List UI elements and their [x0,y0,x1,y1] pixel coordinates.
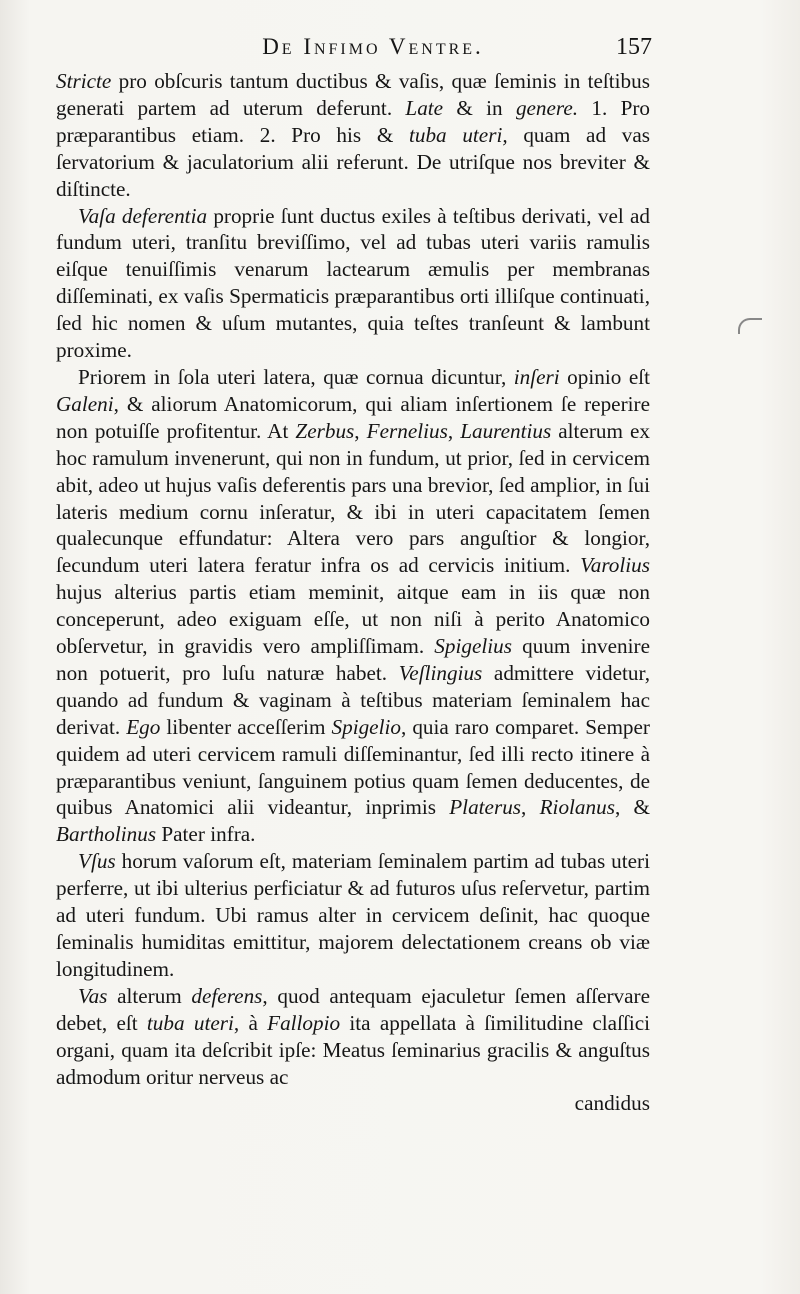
italic-run: Vaſa deferentia [78,203,208,228]
italic-run: Riolanus [539,795,615,820]
text-run: admittere videtur, quando ad fundum & vaginam à teſtibus materiam ſeminalem hac derivat. [56,660,650,739]
italic-run: Fernelius [366,418,448,443]
text-run: , & aliorum Anatomicorum, qui aliam inſertionem ſe reperire non potuiſſe profitentur. At [56,391,650,443]
page-number: 157 [616,34,652,60]
text-run: , quod antequam ejaculetur ſemen aſſervare debet, eſt [56,983,650,1035]
italic-run: genere. [515,95,579,120]
italic-run: Vas [78,983,108,1008]
body-text [56,68,650,1090]
italic-run: Bartholinus [56,822,157,847]
text-run: ita appellata à ſimilitudine claſſici organi, quam ita deſcribit ipſe: Meatus ſeminarius gracilis & anguſtus admodum oritur nerveus ac [56,1010,651,1089]
paragraph [56,364,650,848]
paragraph [56,983,650,1091]
running-title: De Infimo Ventre. [262,34,484,59]
italic-run: Galeni [56,391,114,416]
text-run: , [521,795,540,820]
text-run: , [447,418,461,443]
italic-run: Late [405,95,444,120]
italic-run: deferens [191,983,263,1008]
text-run: alterum ex hoc ramulum invenerunt, qui non in fundum, ut prior, ſed in cervicem abit, adeo ut hujus vaſis deferentis pars una brevior, ſed amplior, in ſui lateris medium cornu inſeratur, & ibi in uteri capacitatem ſemen qualecunque effundatur: Altera vero pars anguſtior & longior, ſecundum uteri latera feratur infra os ad cervicis initium. [56,418,651,578]
paragraph [56,848,650,983]
text-run: pro obſcuris tantum ductibus & vaſis, quæ ſeminis in teſtibus generati partem ad uterum deferunt. [56,69,650,120]
italic-run: Fallopio [267,1010,341,1035]
text-run: proprie ſunt ductus exiles à teſtibus derivati, vel ad fundum uteri, tranſitu breviſſimo, vel ad tubas uteri variis ramulis eiſque tenuiſſimis venarum lactearum æmulis per membranas diſſeminati, ex vaſis Spermaticis præparantibus orti illiſque continuati, ſed hic nomen & uſum mutantes, quia teſtes tranſeunt & lambunt proxime. [56,203,650,363]
text-run: alterum [107,983,192,1008]
italic-run: Platerus [449,795,522,820]
italic-run: Ego [126,714,161,739]
italic-run: Zerbus [295,418,355,443]
text-run: quum invenire non potuerit, pro luſu naturæ habet. [56,634,650,685]
italic-run: Spigelius [434,634,512,659]
text-run: Pater infra. [156,822,256,847]
italic-run: Varolius [580,553,650,578]
catchword: candidus [574,1091,650,1116]
running-head [96,34,650,68]
text-run: , quia raro comparet. Semper quidem ad uteri cervicem ramuli diſſeminantur, ſed illi recto itinere à præparantibus veniunt, ſanguinem potius quam ſemen deducentes, de quibus Anatomici alii videantur, inprimis [56,714,650,820]
italic-run: inſeri [513,364,560,389]
italic-run: Spigelio [331,714,401,739]
italic-run: tuba uteri [146,1010,234,1035]
paragraph [56,203,650,364]
text-run: , à [233,1010,268,1035]
text-run: Priorem in ſola uteri latera, quæ cornua dicuntur, [78,364,514,389]
text-run: , [354,418,367,443]
italic-run: Stricte [56,69,112,93]
text-run: quam ad vas ſervatorium & jaculatorium alii referunt. De utriſque nos breviter & diſtincte. [56,122,650,201]
italic-run: tuba uteri, [408,122,508,147]
margin-mark [738,318,762,334]
italic-run: Veſlingius [398,660,483,685]
paragraph [56,68,650,203]
text-run: opinio eſt [559,364,650,389]
text-run: , & [614,795,650,820]
text-run: libenter acceſſerim [160,714,332,739]
italic-run: Laurentius [460,418,552,443]
text-run: horum vaſorum eſt, materiam ſeminalem partim ad tubas uteri perferre, ut ibi ulterius perficiatur & ad futuros uſus reſervetur, partim ad uteri fundum. Ubi ramus alter in cervicem deſinit, hac quoque ſeminalis humiditas emittitur, majorem delectationem creans ob viæ longitudinem. [56,849,650,981]
text-run: & in [443,95,516,120]
italic-run: Vſus [78,849,116,874]
text-run: 1. Pro præparantibus etiam. 2. Pro his & [56,95,651,147]
text-run: hujus alterius partis etiam meminit, aitque eam in iis quæ non conceperunt, adeo exiguam eſſe, ut non niſi à perito Anatomico obſervetur, in gravidis vero ampliſſimam. [56,580,650,659]
